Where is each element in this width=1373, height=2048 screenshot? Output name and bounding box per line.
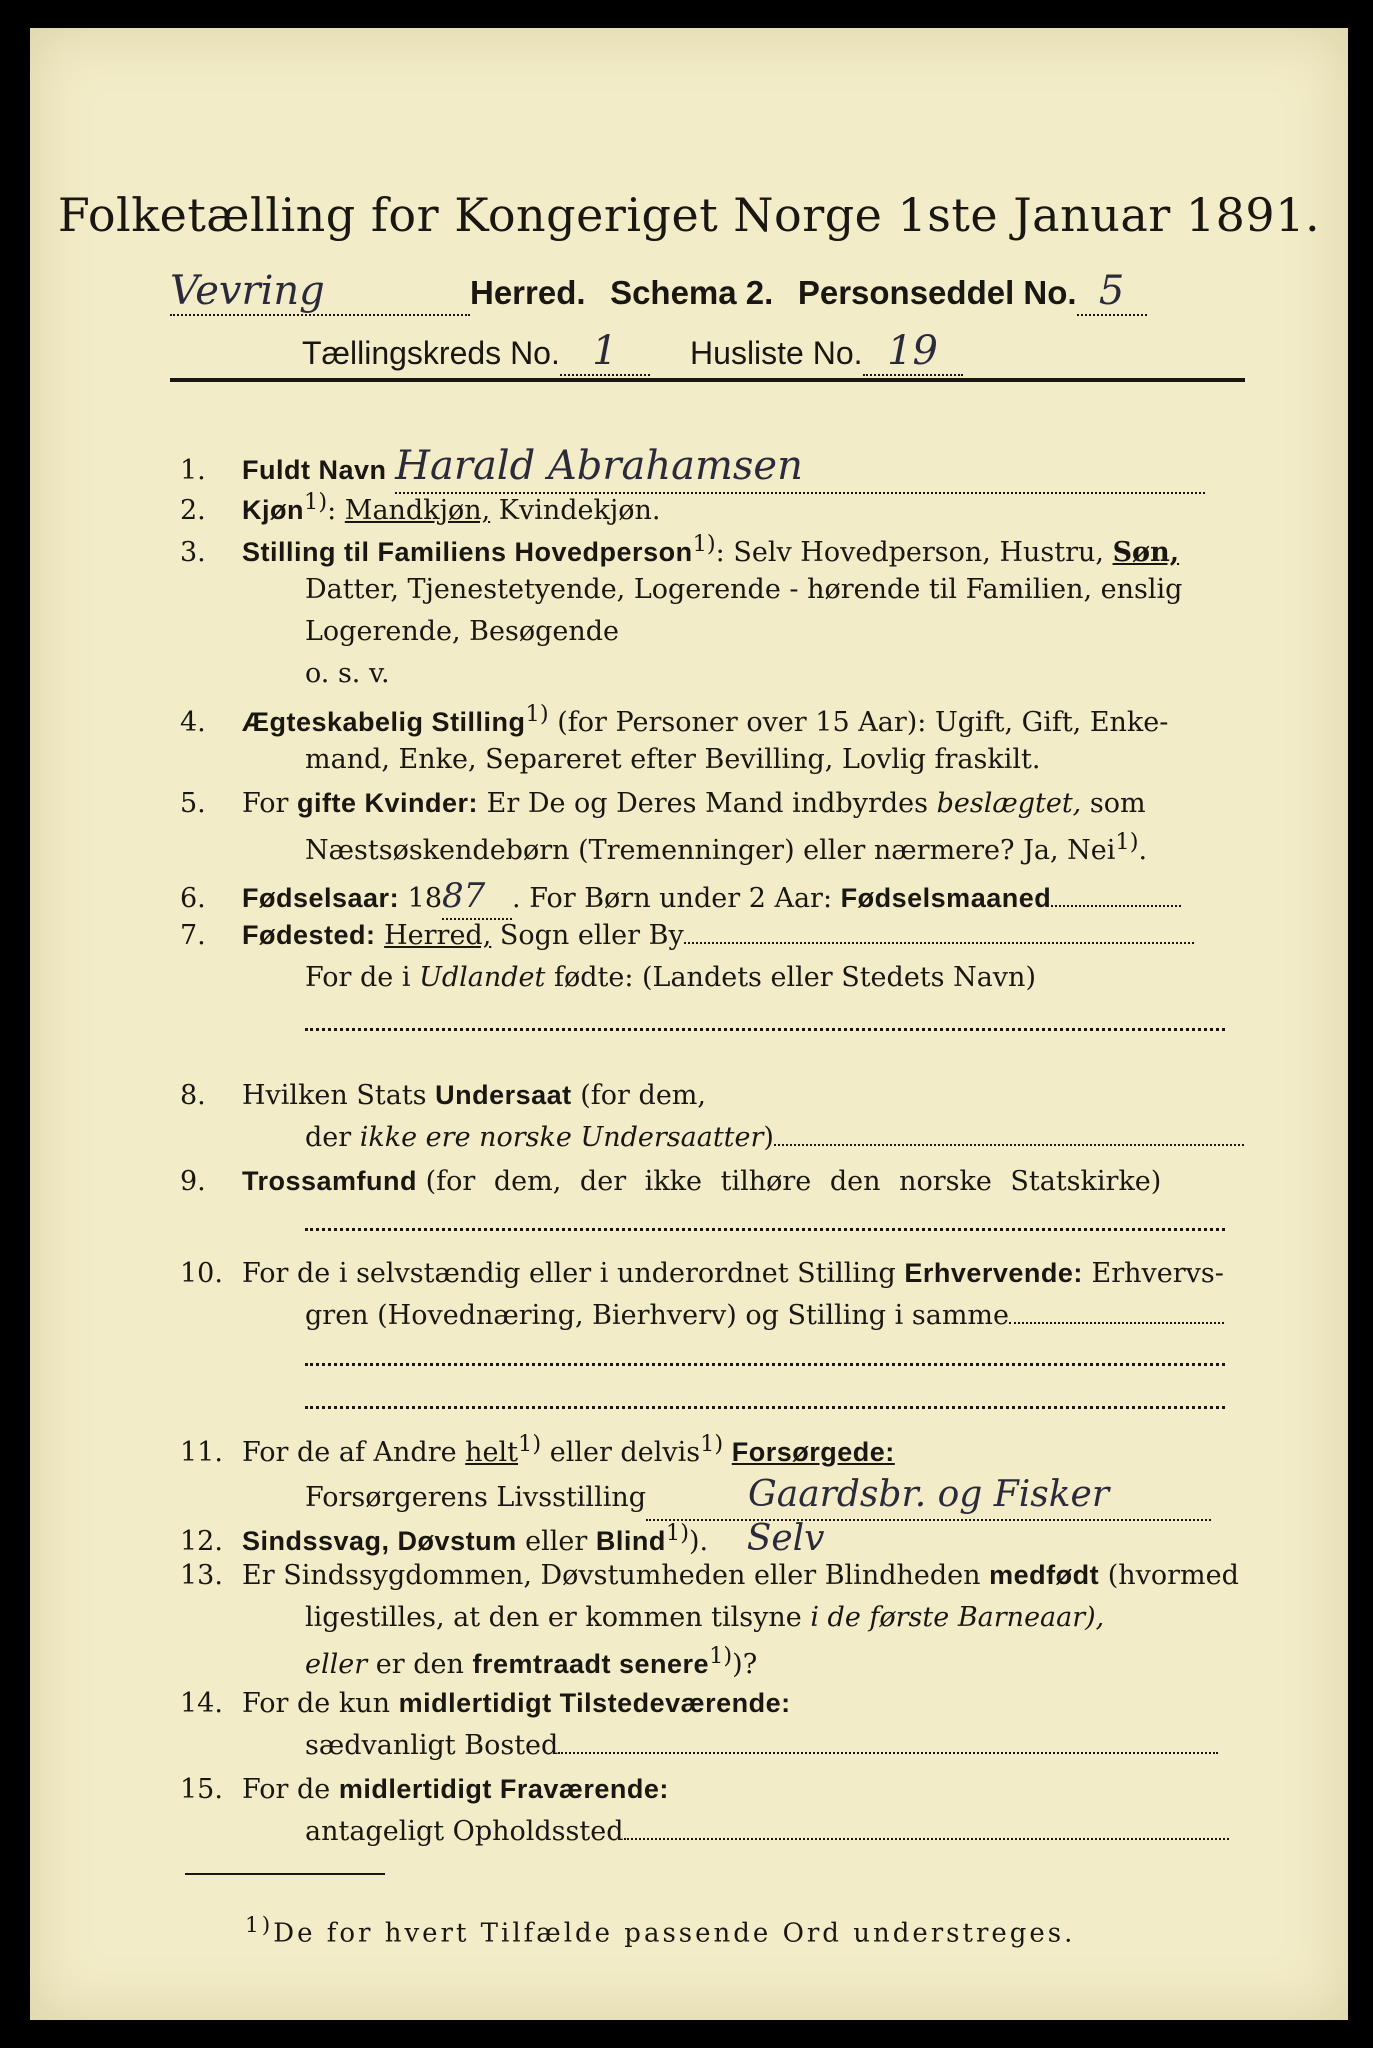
item-text-italic: ikke ere norske Undersaatter: [359, 1122, 764, 1153]
item-text: er den: [375, 1649, 464, 1680]
item-text-italic: eller: [305, 1649, 368, 1680]
footnote: [245, 1913, 1075, 1949]
item-text: For de af Andre: [242, 1437, 457, 1468]
husliste-label: Husliste No.: [690, 335, 863, 371]
item-13-line-2: [305, 1600, 1104, 1635]
probable-residence-field: [624, 1838, 1229, 1840]
option-mandkjon: Mandkjøn,: [344, 495, 491, 526]
item-13: [180, 1558, 1239, 1593]
item-text: For de: [242, 1774, 331, 1805]
item-5-line-2: [305, 828, 1147, 868]
item-number: 4.: [180, 707, 206, 738]
item-text: Hvilken Stats: [242, 1080, 427, 1111]
item-text: eller: [525, 1526, 588, 1557]
item-text: gren (Hovednæring, Bierhverv) og Stilling i samme: [305, 1300, 1010, 1331]
item-5: [180, 786, 1146, 821]
item-3-line-2: Datter, Tjenestetyende, Logerende - hørende til Familien, enslig: [305, 574, 1183, 605]
item-14-line-2: [305, 1728, 1218, 1763]
item-text-italic: Udlandet: [419, 962, 546, 993]
kreds-value: 1: [560, 328, 650, 376]
item-label: gifte Kvinder:: [297, 788, 479, 818]
item-label: Sindssvag, Døvstum: [242, 1526, 517, 1556]
item-label: fremtraadt senere: [472, 1649, 710, 1679]
blank-line: [305, 1028, 1225, 1031]
item-text: (for dem, der ikke tilhøre den norske Statskirke): [425, 1166, 1162, 1197]
header-row: [170, 268, 1147, 316]
item-label: Fødested:: [242, 920, 376, 950]
item-11-line-2: [305, 1472, 1211, 1521]
item-4-line-2: mand, Enke, Separeret efter Bevilling, Lovlig fraskilt.: [305, 744, 1041, 775]
occupation-field: [1009, 1322, 1224, 1324]
item-number: 6.: [180, 883, 206, 914]
full-name-value: Harald Abrahamsen: [395, 440, 1205, 494]
item-number: 13.: [180, 1560, 223, 1591]
birthplace-field: [684, 942, 1194, 944]
item-10-line-2: [305, 1298, 1224, 1333]
item-label: Fødselsmaaned: [840, 883, 1052, 913]
footnote-ref: 1): [1115, 829, 1139, 855]
item-label: Ægteskabelig Stilling: [242, 707, 526, 737]
item-text: Næstsøskendebørn (Tremenninger) eller nærmere? Ja, Nei: [305, 835, 1116, 866]
blank-line: [305, 1363, 1225, 1366]
item-text: fødte: (Landets eller Stedets Navn): [553, 962, 1036, 993]
item-text: Sogn eller By: [499, 920, 684, 951]
item-text: .: [1138, 835, 1148, 866]
item-text: For de i: [305, 962, 411, 993]
item-1: [180, 440, 1205, 494]
blank-line: [305, 1228, 1225, 1231]
header-rule: [170, 378, 1245, 382]
nationality-field: [774, 1144, 1244, 1146]
footnote-ref: 1): [525, 701, 549, 727]
footnote-ref: 1): [665, 1520, 689, 1546]
item-text: For de i selvstændig eller i underordnet Stilling: [242, 1258, 896, 1289]
footnote-text: De for hvert Tilfælde passende Ord understreges.: [273, 1918, 1076, 1949]
year-prefix: 18: [407, 883, 443, 914]
personseddel-value: 5: [1077, 268, 1147, 316]
birth-year-value: 87: [442, 874, 512, 920]
item-3-line-4: o. s. v.: [305, 658, 390, 689]
item-label: Erhvervende:: [904, 1258, 1083, 1288]
item-7: [180, 918, 1194, 953]
item-label: Fødselsaar:: [242, 883, 400, 913]
item-11: [180, 1430, 895, 1470]
item-7-line-2: [305, 960, 1036, 995]
item-text: : Selv Hovedperson, Hustru,: [715, 537, 1104, 568]
item-6: 6. Fødselsaar: 1887 . For Børn under 2 Aar: Fødselsmaaned: [180, 874, 1181, 920]
item-label: medfødt: [989, 1560, 1100, 1590]
item-number: 2.: [180, 495, 206, 526]
item-15: [180, 1772, 669, 1807]
item-9: [180, 1164, 1161, 1199]
item-12: 12. Sindssvag, Døvstum eller Blind$^{1)}$). Selv: [180, 1518, 825, 1559]
item-label: Fuldt Navn: [242, 455, 387, 485]
item-number: 11.: [180, 1437, 223, 1468]
item-number: 14.: [180, 1688, 223, 1719]
item-14: [180, 1686, 791, 1721]
item-text: (hvormed: [1107, 1560, 1239, 1591]
husliste-value: 19: [863, 328, 963, 376]
item-number: 9.: [180, 1166, 206, 1197]
census-form: [30, 28, 1348, 2020]
item-text: som: [1089, 788, 1146, 819]
provider-occupation-value: Gaardsbr. og Fisker: [646, 1472, 1211, 1521]
item-text: (for Personer over 15 Aar): Ugift, Gift, Enke-: [557, 707, 1169, 738]
disability-value: Selv: [746, 1518, 825, 1559]
schema-label: Schema 2.: [610, 274, 774, 311]
blank-line: [305, 1406, 1225, 1409]
item-number: 1.: [180, 455, 206, 486]
footnote-ref: 1): [700, 1431, 724, 1457]
item-number: 10.: [180, 1258, 223, 1289]
footnote-rule: [185, 1873, 385, 1875]
item-number: 5.: [180, 788, 206, 819]
usual-residence-field: [558, 1752, 1218, 1754]
item-number: 8.: [180, 1080, 206, 1111]
item-label: Kjøn: [242, 495, 304, 525]
item-number: 12.: [180, 1526, 223, 1557]
item-text: Forsørgerens Livsstilling: [305, 1482, 647, 1513]
item-8: [180, 1078, 706, 1113]
item-label: midlertidigt Tilstedeværende:: [398, 1688, 791, 1718]
item-number: 3.: [180, 537, 206, 568]
item-4: [180, 700, 1168, 740]
item-label: Trossamfund: [242, 1166, 418, 1196]
item-2: [180, 488, 660, 528]
item-15-line-2: [305, 1814, 1229, 1849]
item-text: Er De og Deres Mand indbyrdes: [486, 788, 928, 819]
item-text: eller delvis: [549, 1437, 701, 1468]
item-3-line-3: Logerende, Besøgende: [305, 616, 619, 647]
item-text-italic: beslægtet,: [936, 788, 1082, 819]
footnote-ref: 1): [518, 1431, 542, 1457]
item-text: Er Sindssygdommen, Døvstumheden eller Blindheden: [242, 1560, 981, 1591]
item-label: Forsørgede:: [731, 1437, 895, 1467]
item-10: [180, 1256, 1224, 1291]
colon: :: [327, 495, 337, 526]
option-kvindekjon: Kvindekjøn.: [498, 495, 661, 526]
item-text: (for dem,: [580, 1080, 706, 1111]
footnote-ref: 1): [692, 531, 716, 557]
item-13-line-3: eller er den fremtraadt senere$^{1)}$)?: [305, 1643, 758, 1680]
item-text: sædvanligt Bosted: [305, 1730, 559, 1761]
herred-value: Vevring: [170, 268, 470, 316]
item-label: midlertidigt Fraværende:: [338, 1774, 669, 1804]
kreds-row: [302, 328, 963, 376]
item-label: Undersaat: [435, 1080, 572, 1110]
item-label: Stilling til Familiens Hovedperson: [242, 537, 693, 567]
option-helt: helt: [465, 1437, 519, 1468]
option-son: Søn,: [1112, 537, 1180, 568]
herred-label: Herred.: [470, 274, 586, 311]
item-text: der: [305, 1122, 352, 1153]
footnote-ref: 1): [304, 489, 328, 515]
item-text: Erhvervs-: [1091, 1258, 1224, 1289]
item-text: For: [242, 788, 289, 819]
item-number: 7.: [180, 920, 206, 951]
item-text: For Børn under 2 Aar:: [529, 883, 833, 914]
item-text: ligestilles, at den er kommen tilsyne: [305, 1602, 802, 1633]
form-title: Folketælling for Kongeriget Norge 1ste Januar 1891.: [57, 188, 1321, 242]
personseddel-label: Personseddel No.: [797, 274, 1077, 311]
footnote-ref: 1): [709, 1643, 733, 1669]
item-label: Blind: [595, 1526, 666, 1556]
item-3: [180, 530, 1179, 570]
item-8-line-2: der ikke ere norske Undersaatter): [305, 1120, 1244, 1155]
item-text-italic: i de første Barneaar),: [810, 1602, 1105, 1633]
item-text: antageligt Opholdssted: [305, 1816, 624, 1847]
birth-month-field: [1051, 905, 1181, 907]
footnote-marker: 1): [245, 1913, 274, 1938]
option-herred: Herred,: [384, 920, 492, 951]
kreds-label: Tællingskreds No.: [302, 335, 560, 371]
item-text: For de kun: [242, 1688, 390, 1719]
item-number: 15.: [180, 1774, 223, 1805]
